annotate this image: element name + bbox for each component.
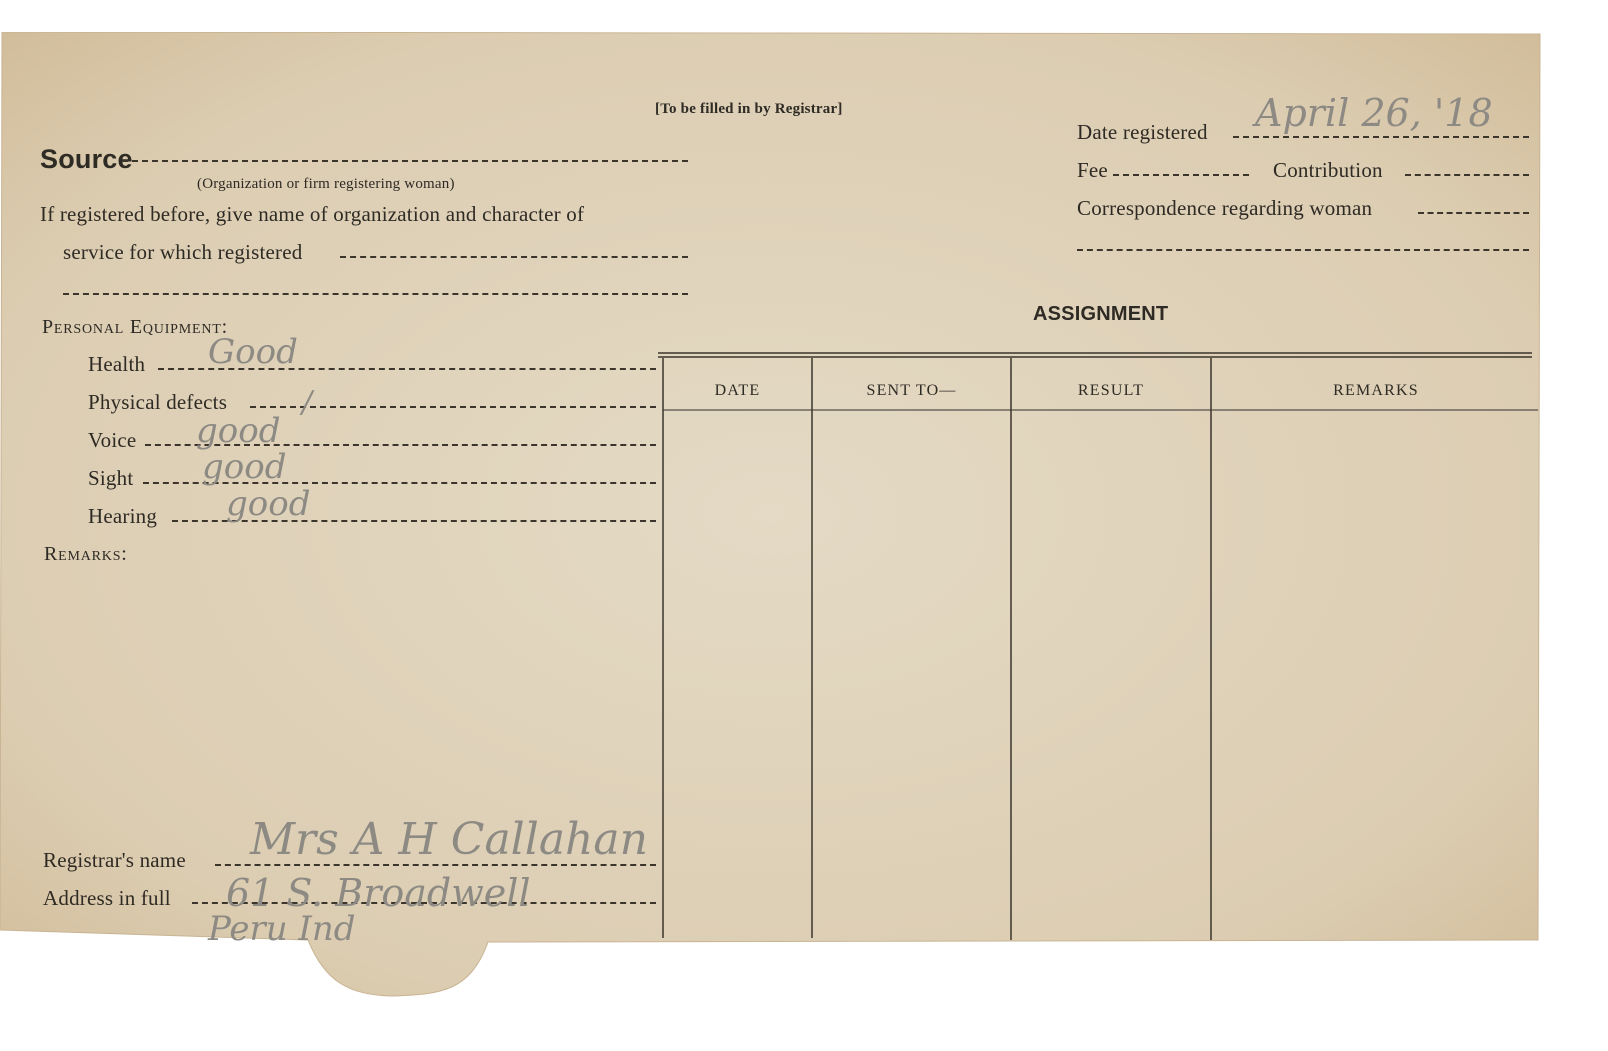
remarks-area[interactable] xyxy=(44,572,644,822)
physical-defects-value: / xyxy=(302,385,313,420)
voice-value: good xyxy=(196,411,281,451)
remarks-title: Remarks: xyxy=(44,543,128,565)
fee-field[interactable] xyxy=(1113,174,1249,176)
service-field-line2[interactable] xyxy=(63,293,688,295)
correspondence-field[interactable] xyxy=(1418,212,1529,214)
column-header-sent-to: SENT TO— xyxy=(866,382,957,399)
registrar-name-label: Registrar's name xyxy=(43,848,186,872)
health-value: Good xyxy=(208,332,298,372)
source-field[interactable] xyxy=(122,160,688,162)
address-value-line1: 61 S. Broadwell xyxy=(226,871,531,915)
column-header-date: DATE xyxy=(714,382,761,399)
hearing-value: good xyxy=(226,484,311,524)
voice-label: Voice xyxy=(88,428,137,452)
registration-card xyxy=(0,32,1578,1022)
sight-label: Sight xyxy=(88,466,134,490)
column-header-result: RESULT xyxy=(1077,382,1145,399)
contribution-label: Contribution xyxy=(1273,158,1383,182)
contribution-field[interactable] xyxy=(1405,174,1529,176)
hearing-label: Hearing xyxy=(88,504,158,528)
correspondence-label: Correspondence regarding woman xyxy=(1077,196,1373,220)
prev-registration-label: If registered before, give name of organization and character of xyxy=(40,202,585,226)
date-registered-label: Date registered xyxy=(1077,120,1208,144)
registrar-note: [To be filled in by Registrar] xyxy=(655,101,843,117)
health-label: Health xyxy=(88,352,146,376)
source-label: Source xyxy=(40,144,133,174)
date-registered-value: April 26, '18 xyxy=(1255,91,1493,135)
address-label: Address in full xyxy=(43,886,171,910)
date-registered-field[interactable] xyxy=(1233,136,1529,138)
column-header-remarks: REMARKS xyxy=(1333,382,1419,399)
source-hint: (Organization or firm registering woman) xyxy=(197,176,455,192)
address-value-line2: Peru Ind xyxy=(208,909,356,949)
service-label: service for which registered xyxy=(63,240,303,264)
physical-defects-label: Physical defects xyxy=(88,390,228,414)
correspondence-field-line2[interactable] xyxy=(1077,249,1529,251)
personal-equipment-title: Personal Equipment: xyxy=(42,316,228,338)
fee-label: Fee xyxy=(1077,158,1108,182)
service-field[interactable] xyxy=(340,256,688,258)
sight-value: good xyxy=(202,447,287,487)
assignment-title: ASSIGNMENT xyxy=(1033,303,1169,325)
registrar-name-value: Mrs A H Callahan xyxy=(250,814,648,865)
